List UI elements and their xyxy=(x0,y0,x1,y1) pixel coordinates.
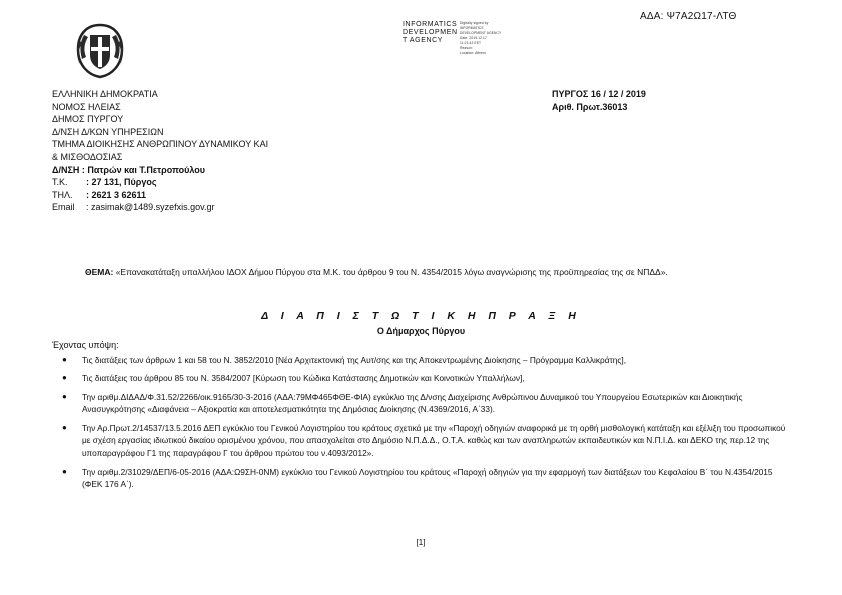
address-label: Δ/ΝΣΗ : xyxy=(52,164,88,175)
page-number: [1] xyxy=(416,538,426,547)
document-subtitle: Ο Δήμαρχος Πύργου xyxy=(376,326,466,336)
document-title: Δ Ι Α Π Ι Σ Τ Ω Τ Ι Κ Η Π Ρ Α Ξ Η xyxy=(261,310,581,322)
bullet-icon: ● xyxy=(62,373,67,383)
issuer-line: ΤΜΗΜΑ ΔΙΟΙΚΗΣΗΣ ΑΝΘΡΩΠΙΝΟΥ ΔΥΝΑΜΙΚΟΥ ΚΑΙ xyxy=(52,139,269,150)
subject-text: «Επανακατάταξη υπαλλήλου ΙΔΟΧ Δήμου Πύργου στα Μ.Κ. του άρθρου 9 του Ν. 4354/2015 λόγω αναγνώρισης της προϋπηρεσίας της σε ΝΠΔΔ». xyxy=(115,267,668,277)
list-item-text: Την αριθμ.2/31029/ΔΕΠ/6-05-2016 (ΑΔΑ:Ω9ΣΗ-0ΝΜ) εγκύκλιο του Γενικού Λογιστηρίου του κράτους «Παροχή οδηγιών για την εφαρμογή των διατάξεων του Κεφαλαίου Β΄ του Ν.4354/2015 (ΦΕΚ 176 Α΄). xyxy=(82,466,773,490)
intro-text: Έχοντας υπόψη: xyxy=(52,340,119,350)
postcode-label: Τ.Κ. xyxy=(52,177,68,188)
greek-coat-of-arms-icon xyxy=(70,21,130,81)
list-item xyxy=(62,354,787,367)
agency-line: T AGENCY xyxy=(403,37,444,44)
postcode-line xyxy=(52,176,268,189)
list-item xyxy=(62,372,787,385)
list-item-text: Τις διατάξεις του άρθρου 85 του Ν. 3584/2007 [Κύρωση του Κώδικα Κατάστασης Δημοτικών και Κοινοτικών Υπαλλήλων], xyxy=(82,373,525,384)
issuer-line: ΝΟΜΟΣ ΗΛΕΙΑΣ xyxy=(52,101,121,112)
signature-agency-name xyxy=(403,21,458,45)
document-date: ΠΥΡΓΟΣ 16 / 12 / 2019 xyxy=(552,89,646,99)
subject-label: ΘΕΜΑ: xyxy=(85,267,116,277)
signature-line: Digitally signed by xyxy=(460,21,489,25)
signature-line: 11:21:42 EET xyxy=(460,41,482,45)
issuer-line: & ΜΙΣΘΟΔΟΣΙΑΣ xyxy=(52,151,123,162)
signature-line: Date: 2019.12.17 xyxy=(460,36,487,40)
list-item xyxy=(62,466,787,492)
address-value: Πατρών και Τ.Πετροπούλου xyxy=(87,164,205,175)
list-item-text: Την αριθμ.ΔΙΔΑΔ/Φ.31.52/2266/οικ.9165/30-3-2016 (ΑΔΑ:79ΜΦ465ΦΘΕ-ΦΙΑ) εγκύκλιο της Δ/νσης Διαχείρισης Ανθρώπινου Δυναμικού του Υπουργείου Εσωτερικών και Διοικητικής Ανασυγκρότησης «Διαφάνεια – Αξιοκρατία και αποτελεσματικότητα της Δημόσιας Διοίκησης (Ν.4369/2016, Α΄33). xyxy=(82,391,743,415)
issuer-line: ΕΛΛΗΝΙΚΗ ΔΗΜΟΚΡΑΤΙΑ xyxy=(52,89,158,99)
protocol-number: Αριθ. Πρωτ.36013 xyxy=(552,101,628,112)
bullet-icon: ● xyxy=(62,422,67,432)
phone-value: : 2621 3 62611 xyxy=(86,189,147,200)
phone-line xyxy=(52,189,268,202)
address-line xyxy=(52,164,268,177)
digital-signature-details xyxy=(460,21,501,56)
ada-code: ΑΔΑ: Ψ7Α2Ω17-ΛΤΘ xyxy=(640,11,737,22)
list-item xyxy=(62,422,787,460)
agency-line: INFORMATICS xyxy=(403,21,458,28)
signature-line: Location: Athens xyxy=(460,51,486,55)
bullet-icon: ● xyxy=(62,466,67,476)
bullet-icon: ● xyxy=(62,355,67,364)
bullet-icon: ● xyxy=(62,391,67,401)
signature-line: Reason: xyxy=(460,46,473,50)
email-line xyxy=(52,201,268,214)
phone-label: ΤΗΛ. xyxy=(52,189,73,200)
email-label: Email xyxy=(52,202,75,213)
subject xyxy=(85,266,785,279)
issuer-block xyxy=(52,88,268,214)
issuer-line: ΔΗΜΟΣ ΠΥΡΓΟΥ xyxy=(52,114,124,125)
signature-line: DEVELOPMENT AGENCY xyxy=(460,31,502,35)
list-item xyxy=(62,391,787,417)
email-value[interactable]: : zasimak@1489.syzefxis.gov.gr xyxy=(86,202,215,213)
signature-line: INFORMATICS xyxy=(460,26,484,30)
considerations-list xyxy=(62,354,787,497)
postcode-value: : 27 131, Πύργος xyxy=(86,177,157,188)
issuer-line: Δ/ΝΣΗ Δ/ΚΩΝ ΥΠΗΡΕΣΙΩΝ xyxy=(52,126,164,137)
agency-line: DEVELOPMEN xyxy=(403,29,458,36)
list-item-text: Την Αρ.Πρωτ.2/14537/13.5.2016 ΔΕΠ εγκύκλιο του Γενικού Λογιστηρίου του κράτους σχετικά με την «Παροχή οδηγιών αναφορικά με τη ορθή μισθολογική κατάταξη και εξέλιξη του προσωπικού με σχέση εργασίας ιδιωτικού δικαίου ορισμένου χρόνου, που απασχολείται στο Δημόσιο Ν.Π.Δ.Δ., Ο.Τ.Α. καθώς και των αναπληρωτών εκπαιδευτικών και Ν.Π.Ι.Δ. και ΔΕΚΟ της περ.12 της υποπαραγράφου Γ1 της παραγράφου Γ του άρθρου πρώτου του ν.4093/2012». xyxy=(82,422,786,459)
list-item-text: Τις διατάξεις των άρθρων 1 και 58 του Ν. 3852/2010 [Νέα Αρχιτεκτονική της Αυτ/σης και της Αποκεντρωμένης Διοίκησης – Πρόγραμμα Καλλικράτης], xyxy=(82,355,627,365)
date-protocol-block xyxy=(552,88,646,113)
